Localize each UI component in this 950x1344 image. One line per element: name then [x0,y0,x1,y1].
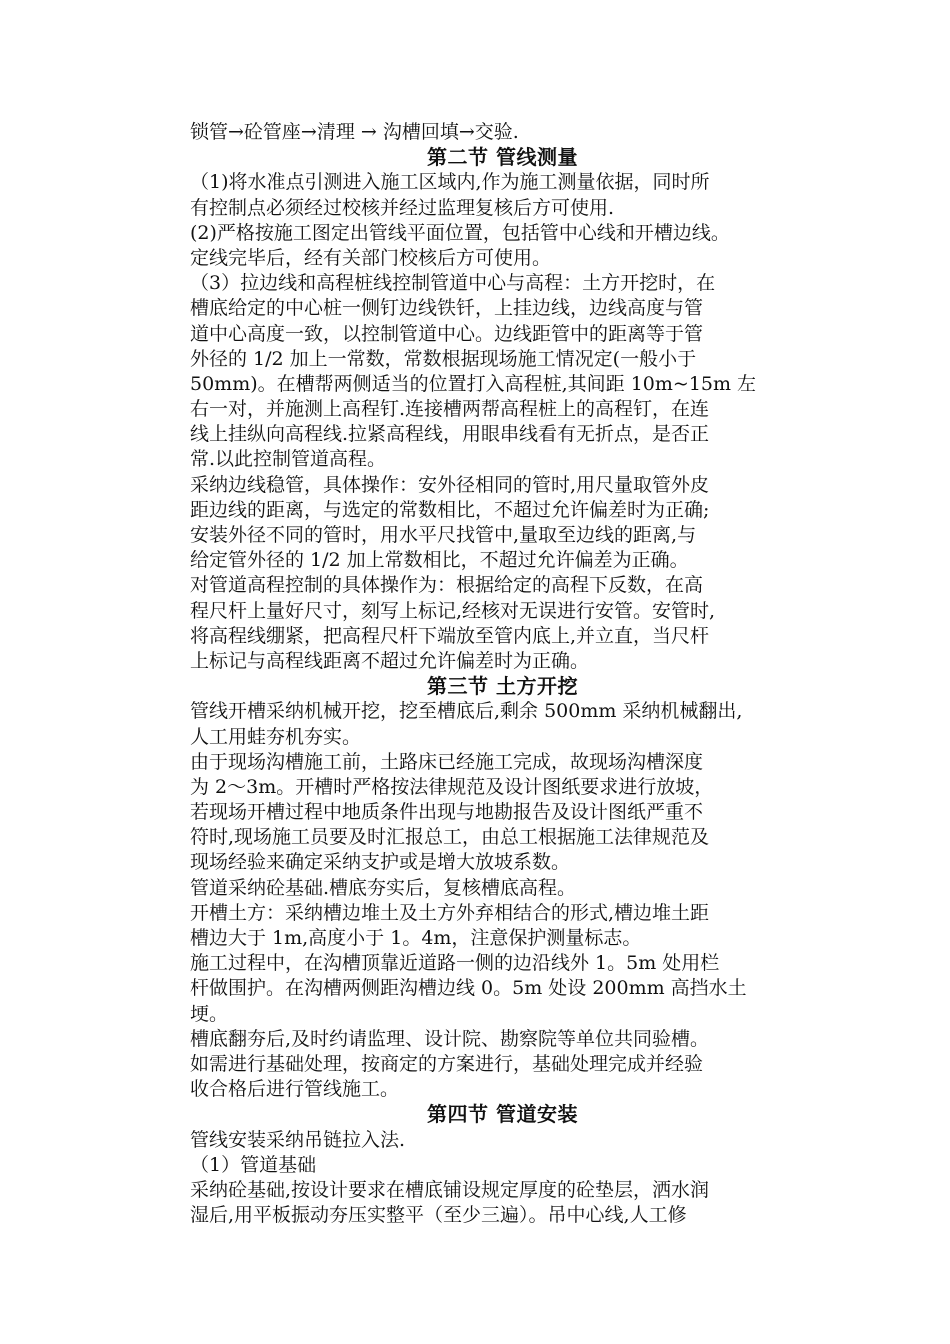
body-text-line: 锁管→砼管座→清理 → 沟槽回填→交验. [190,121,519,143]
body-text-line: 如需进行基础处理，按商定的方案进行，基础处理完成并经验 [190,1052,704,1075]
body-text-line: 常.以此控制管道高程。 [190,448,387,471]
body-text-line: 符时,现场施工员要及时汇报总工，由总工根据施工法律规范及 [190,826,710,849]
body-text-line: 开槽土方：采纳槽边堆土及土方外弃相结合的形式,槽边堆土距 [190,901,710,924]
body-text-line: 由于现场沟槽施工前，土路床已经施工完成，故现场沟槽深度 [190,750,704,773]
body-text-line: 为 2～3m。开槽时严格按法律规范及设计图纸要求进行放坡， [190,775,714,798]
body-text-line: (2)严格按施工图定出管线平面位置，包括管中心线和开槽边线。 [190,221,730,244]
body-text-line: 对管道高程控制的具体操作为：根据给定的高程下反数，在高 [190,574,704,597]
body-text-line: 安装外径不同的管时，用水平尺找管中,量取至边线的距离,与 [190,524,697,546]
body-text-line: 埂。 [190,1002,229,1025]
body-text-line: 槽边大于 1m,高度小于 1。4m，注意保护测量标志。 [190,927,642,949]
body-text-line: 外径的 1/2 加上一常数，常数根据现场施工情况定(一般小于 [190,347,697,370]
body-text-line: 槽底给定的中心桩一侧钉边线铁钎，上挂边线，边线高度与管 [190,297,704,320]
body-text-line: 管线安装采纳吊链拉入法. [190,1128,406,1151]
body-text-line: 施工过程中，在沟槽顶靠近道路一侧的边沿线外 1。5m 处用栏 [190,952,720,975]
section-heading: 第二节 管线测量 [427,145,578,170]
body-text-line: 上标记与高程线距离不超过允许偏差时为正确。 [190,649,590,672]
body-text-line: 采纳边线稳管，具体操作：安外径相同的管时,用尺量取管外皮 [190,473,710,496]
body-text-line: 道中心高度一致，以控制管道中心。边线距管中的距离等于管 [190,322,704,345]
body-text-line: 采纳砼基础,按设计要求在槽底铺设规定厚度的砼垫层，洒水润 [190,1178,710,1201]
body-text-line: 槽底翻夯后,及时约请监理、设计院、勘察院等单位共同验槽。 [190,1027,710,1050]
body-text-line: 右一对，并施测上高程钉.连接槽两帮高程桩上的高程钉，在连 [190,398,710,421]
body-text-line: （1）管道基础 [190,1153,317,1176]
body-text-line: 程尺杆上量好尺寸，刻写上标记,经核对无误进行安管。安管时, [190,599,716,622]
body-text-line: 收合格后进行管线施工。 [190,1078,400,1101]
body-text-line: 距边线的距离，与选定的常数相比，不超过允许偏差时为正确; [190,498,710,521]
body-text-line: 定线完毕后，经有关部门校核后方可使用。 [190,246,552,269]
body-text-line: 现场经验来确定采纳支护或是增大放坡系数。 [190,851,571,874]
body-text-line: 线上挂纵向高程线.拉紧高程线，用眼串线看有无折点，是否正 [190,423,710,446]
body-text-line: 将高程线绷紧，把高程尺杆下端放至管内底上,并立直，当尺杆 [190,624,710,647]
body-text-line: 湿后,用平板振动夯压实整平（至少三遍）。吊中心线,人工修 [190,1204,687,1227]
body-text-line: 人工用蛙夯机夯实。 [190,725,362,748]
section-heading: 第四节 管道安装 [427,1102,578,1127]
body-text-line: 管线开槽采纳机械开挖，挖至槽底后,剩余 500mm 采纳机械翻出, [190,700,743,723]
document-page [190,120,815,1228]
body-text-line: 杆做围护。在沟槽两侧距沟槽边线 0。5m 处设 200mm 高挡水土 [190,977,747,1000]
section-heading: 第三节 土方开挖 [427,674,578,699]
body-text-line: 有控制点必须经过校核并经过监理复核后方可使用. [190,196,615,219]
body-text-line: 若现场开槽过程中地质条件出现与地勘报告及设计图纸严重不 [190,801,704,824]
body-text-line: （3）拉边线和高程桩线控制管道中心与高程：土方开挖时，在 [190,272,716,295]
body-text-line: （1)将水准点引测进入施工区域内,作为施工测量依据，同时所 [190,171,710,194]
body-text-line: 给定管外径的 1/2 加上常数相比，不超过允许偏差为正确。 [190,549,689,572]
body-text-line: 管道采纳砼基础.槽底夯实后，复核槽底高程。 [190,876,577,899]
body-text-line: 50mm)。在槽帮两侧适当的位置打入高程桩,其间距 10m~15m 左 [190,372,757,395]
